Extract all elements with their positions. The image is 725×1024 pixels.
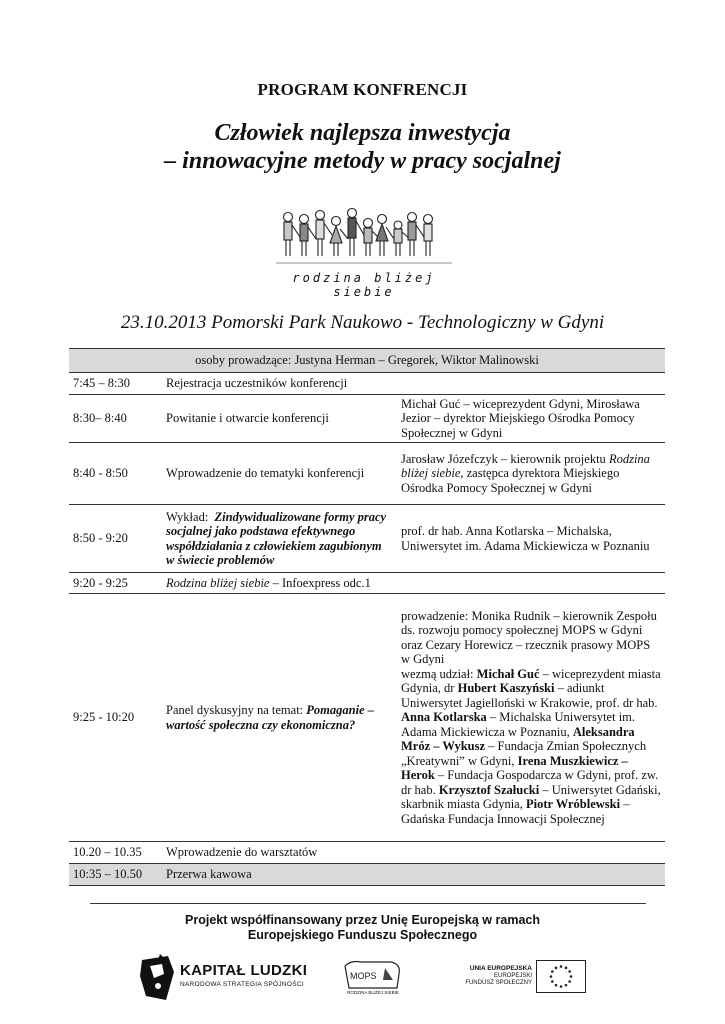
eu-star bbox=[560, 985, 563, 988]
eu-star bbox=[565, 967, 568, 970]
mops-name: MOPS bbox=[350, 971, 377, 981]
time-cell: 9:25 - 10:20 bbox=[69, 594, 162, 842]
lecture-title: Zindywidualizowane formy pracy socjalnej jako podstawa efektywnego współdziałania z człowiekiem zagubionym w świecie problemów bbox=[166, 509, 387, 567]
participant-name: Krzysztof Szałucki bbox=[438, 782, 540, 797]
hosts-row bbox=[69, 349, 665, 373]
event-cell bbox=[162, 594, 397, 842]
panel-title: Pomaganie – wartość społeczna czy ekonomiczna? bbox=[166, 703, 374, 732]
footer-divider bbox=[90, 903, 646, 904]
funding-line-1: Projekt współfinansowany przez Unię Europejską w ramach bbox=[185, 913, 540, 927]
eu-star bbox=[565, 984, 568, 987]
speaker-cell bbox=[397, 842, 665, 864]
participant-role: – Fundacja Gospodarcza w Gdyni, prof. zw. dr hab. bbox=[401, 768, 659, 797]
speaker-cell: Michał Guć – wiceprezydent Gdyni, Mirosława Jezior – dyrektor Miejskiego Ośrodka Pomocy Społecznej w Gdyni bbox=[397, 394, 665, 443]
eu-star bbox=[568, 970, 571, 973]
eu-star bbox=[550, 975, 553, 978]
logo-caption: rodzina bliżej siebie bbox=[292, 271, 436, 299]
participant-name: Anna Kotlarska bbox=[401, 710, 487, 725]
event-cell: Powitanie i otwarcie konferencji bbox=[162, 394, 397, 443]
participant-role: – Michalska Uniwersytet im. Adama Mickiewicza w Poznaniu, bbox=[401, 710, 636, 739]
participant-role: – Gdańska Fundacja Innowacji Społecznej bbox=[401, 797, 630, 826]
event-text: – Infoexpress odc.1 bbox=[269, 575, 371, 590]
time-cell: 8:50 - 9:20 bbox=[69, 505, 162, 573]
time-cell: 8:40 - 8:50 bbox=[69, 443, 162, 505]
time-cell: 10:35 – 10.50 bbox=[69, 864, 162, 886]
event-cell bbox=[162, 505, 397, 573]
eu-flag-icon bbox=[536, 960, 586, 993]
date-location: 23.10.2013 Pomorski Park Naukowo - Technologiczny w Gdyni bbox=[120, 312, 605, 333]
subtitle-line-2: – innowacyjne metody w pracy socjalnej bbox=[164, 148, 561, 174]
participant-name: Irena Muszkiewicz – Herok bbox=[401, 753, 628, 783]
eu-star bbox=[570, 975, 573, 978]
time-cell: 10.20 – 10.35 bbox=[69, 842, 162, 864]
speaker-cell bbox=[397, 372, 665, 394]
time-cell: 7:45 – 8:30 bbox=[69, 372, 162, 394]
project-name: Rodzina bliżej siebie bbox=[166, 575, 270, 590]
panel-moderators: prowadzenie: Monika Rudnik – kierownik Zespołu ds. rozwoju pomocy społecznej MOPS w Gdyni oraz Cezary Horewicz – rzecznik prasowy MOPS w Gdyni bbox=[401, 608, 657, 667]
table-row bbox=[69, 864, 665, 886]
time-cell: 8:30– 8:40 bbox=[69, 394, 162, 443]
table-row bbox=[69, 842, 665, 864]
time-cell: 9:20 - 9:25 bbox=[69, 573, 162, 594]
funding-line-2: Europejskiego Funduszu Społecznego bbox=[247, 928, 478, 942]
conference-subtitle bbox=[0, 119, 725, 175]
participant-name: Aleksandra Mróz – Wykusz bbox=[401, 724, 635, 754]
speaker-cell: prof. dr hab. Anna Kotlarska – Michalska, Uniwersytet im. Adama Mickiewicza w Poznaniu bbox=[397, 505, 665, 573]
eu-line-3: FUNDUSZ SPOŁECZNY bbox=[465, 980, 532, 986]
table-row bbox=[69, 573, 665, 594]
participant-role: – Fundacja Zmian Społecznych „Kreatywni” w Gdyni, bbox=[401, 739, 647, 768]
eu-star bbox=[555, 967, 558, 970]
eu-star bbox=[568, 980, 571, 983]
mops-tagline: RODZINA BLIŻEJ SIEBIE bbox=[347, 990, 399, 995]
panel-participants bbox=[401, 667, 661, 827]
participant-name: Hubert Kaszyński bbox=[457, 681, 555, 696]
participants-intro: wezmą udział: bbox=[401, 666, 477, 681]
eu-star bbox=[555, 984, 558, 987]
project-name: Rodzina bliżej siebie bbox=[401, 451, 650, 481]
speaker-cell bbox=[397, 573, 665, 594]
eu-line-2: EUROPEJSKI bbox=[493, 972, 532, 979]
speaker-text: , zastępca dyrektora Miejskiego Ośrodka Pomocy Społecznej w Gdyni bbox=[401, 466, 620, 495]
table-row bbox=[69, 443, 665, 505]
speaker-text: Jarosław Józefczyk – kierownik projektu bbox=[401, 451, 606, 466]
event-cell: Wprowadzenie do tematyki konferencji bbox=[162, 443, 397, 505]
document-title: PROGRAM KONFRENCJI bbox=[257, 80, 468, 99]
participant-name: Piotr Wróblewski bbox=[525, 797, 621, 812]
speaker-cell bbox=[397, 864, 665, 886]
event-prefix: Wykład: bbox=[166, 509, 209, 524]
eu-star bbox=[560, 965, 563, 968]
funding-note bbox=[0, 913, 725, 943]
eu-line-1: UNIA EUROPEJSKA bbox=[469, 965, 532, 972]
event-cell: Wprowadzenie do warsztatów bbox=[162, 842, 397, 864]
event-cell bbox=[162, 573, 397, 594]
eu-star bbox=[551, 970, 554, 973]
table-row bbox=[69, 594, 665, 842]
event-cell: Rejestracja uczestników konferencji bbox=[162, 372, 397, 394]
kapital-ludzki-tagline: NARODOWA STRATEGIA SPÓJNOŚCI bbox=[180, 981, 304, 988]
table-row bbox=[69, 505, 665, 573]
speaker-cell bbox=[397, 594, 665, 842]
program-table bbox=[69, 348, 665, 886]
participant-role: – adiunkt Uniwersytet Jagielloński w Krakowie, prof. dr hab. bbox=[401, 681, 658, 710]
participant-role: – wiceprezydent miasta Gdynia, dr bbox=[401, 666, 661, 696]
hosts-cell: osoby prowadzące: Justyna Herman – Gregorek, Wiktor Malinowski bbox=[69, 349, 665, 373]
speaker-cell bbox=[397, 443, 665, 505]
participant-role: – Uniwersytet Gdański, skarbnik miasta Gdynia, bbox=[401, 782, 661, 812]
subtitle-line-1: Człowiek najlepsza inwestycja bbox=[214, 120, 511, 146]
table-row bbox=[69, 394, 665, 443]
kapital-ludzki-name: KAPITAŁ LUDZKI bbox=[180, 962, 308, 979]
participant-name: Michał Guć bbox=[476, 666, 540, 681]
event-cell: Przerwa kawowa bbox=[162, 864, 397, 886]
table-row bbox=[69, 372, 665, 394]
event-prefix: Panel dyskusyjny na temat: bbox=[166, 703, 304, 717]
eu-star bbox=[551, 980, 554, 983]
eu-label bbox=[450, 965, 532, 988]
